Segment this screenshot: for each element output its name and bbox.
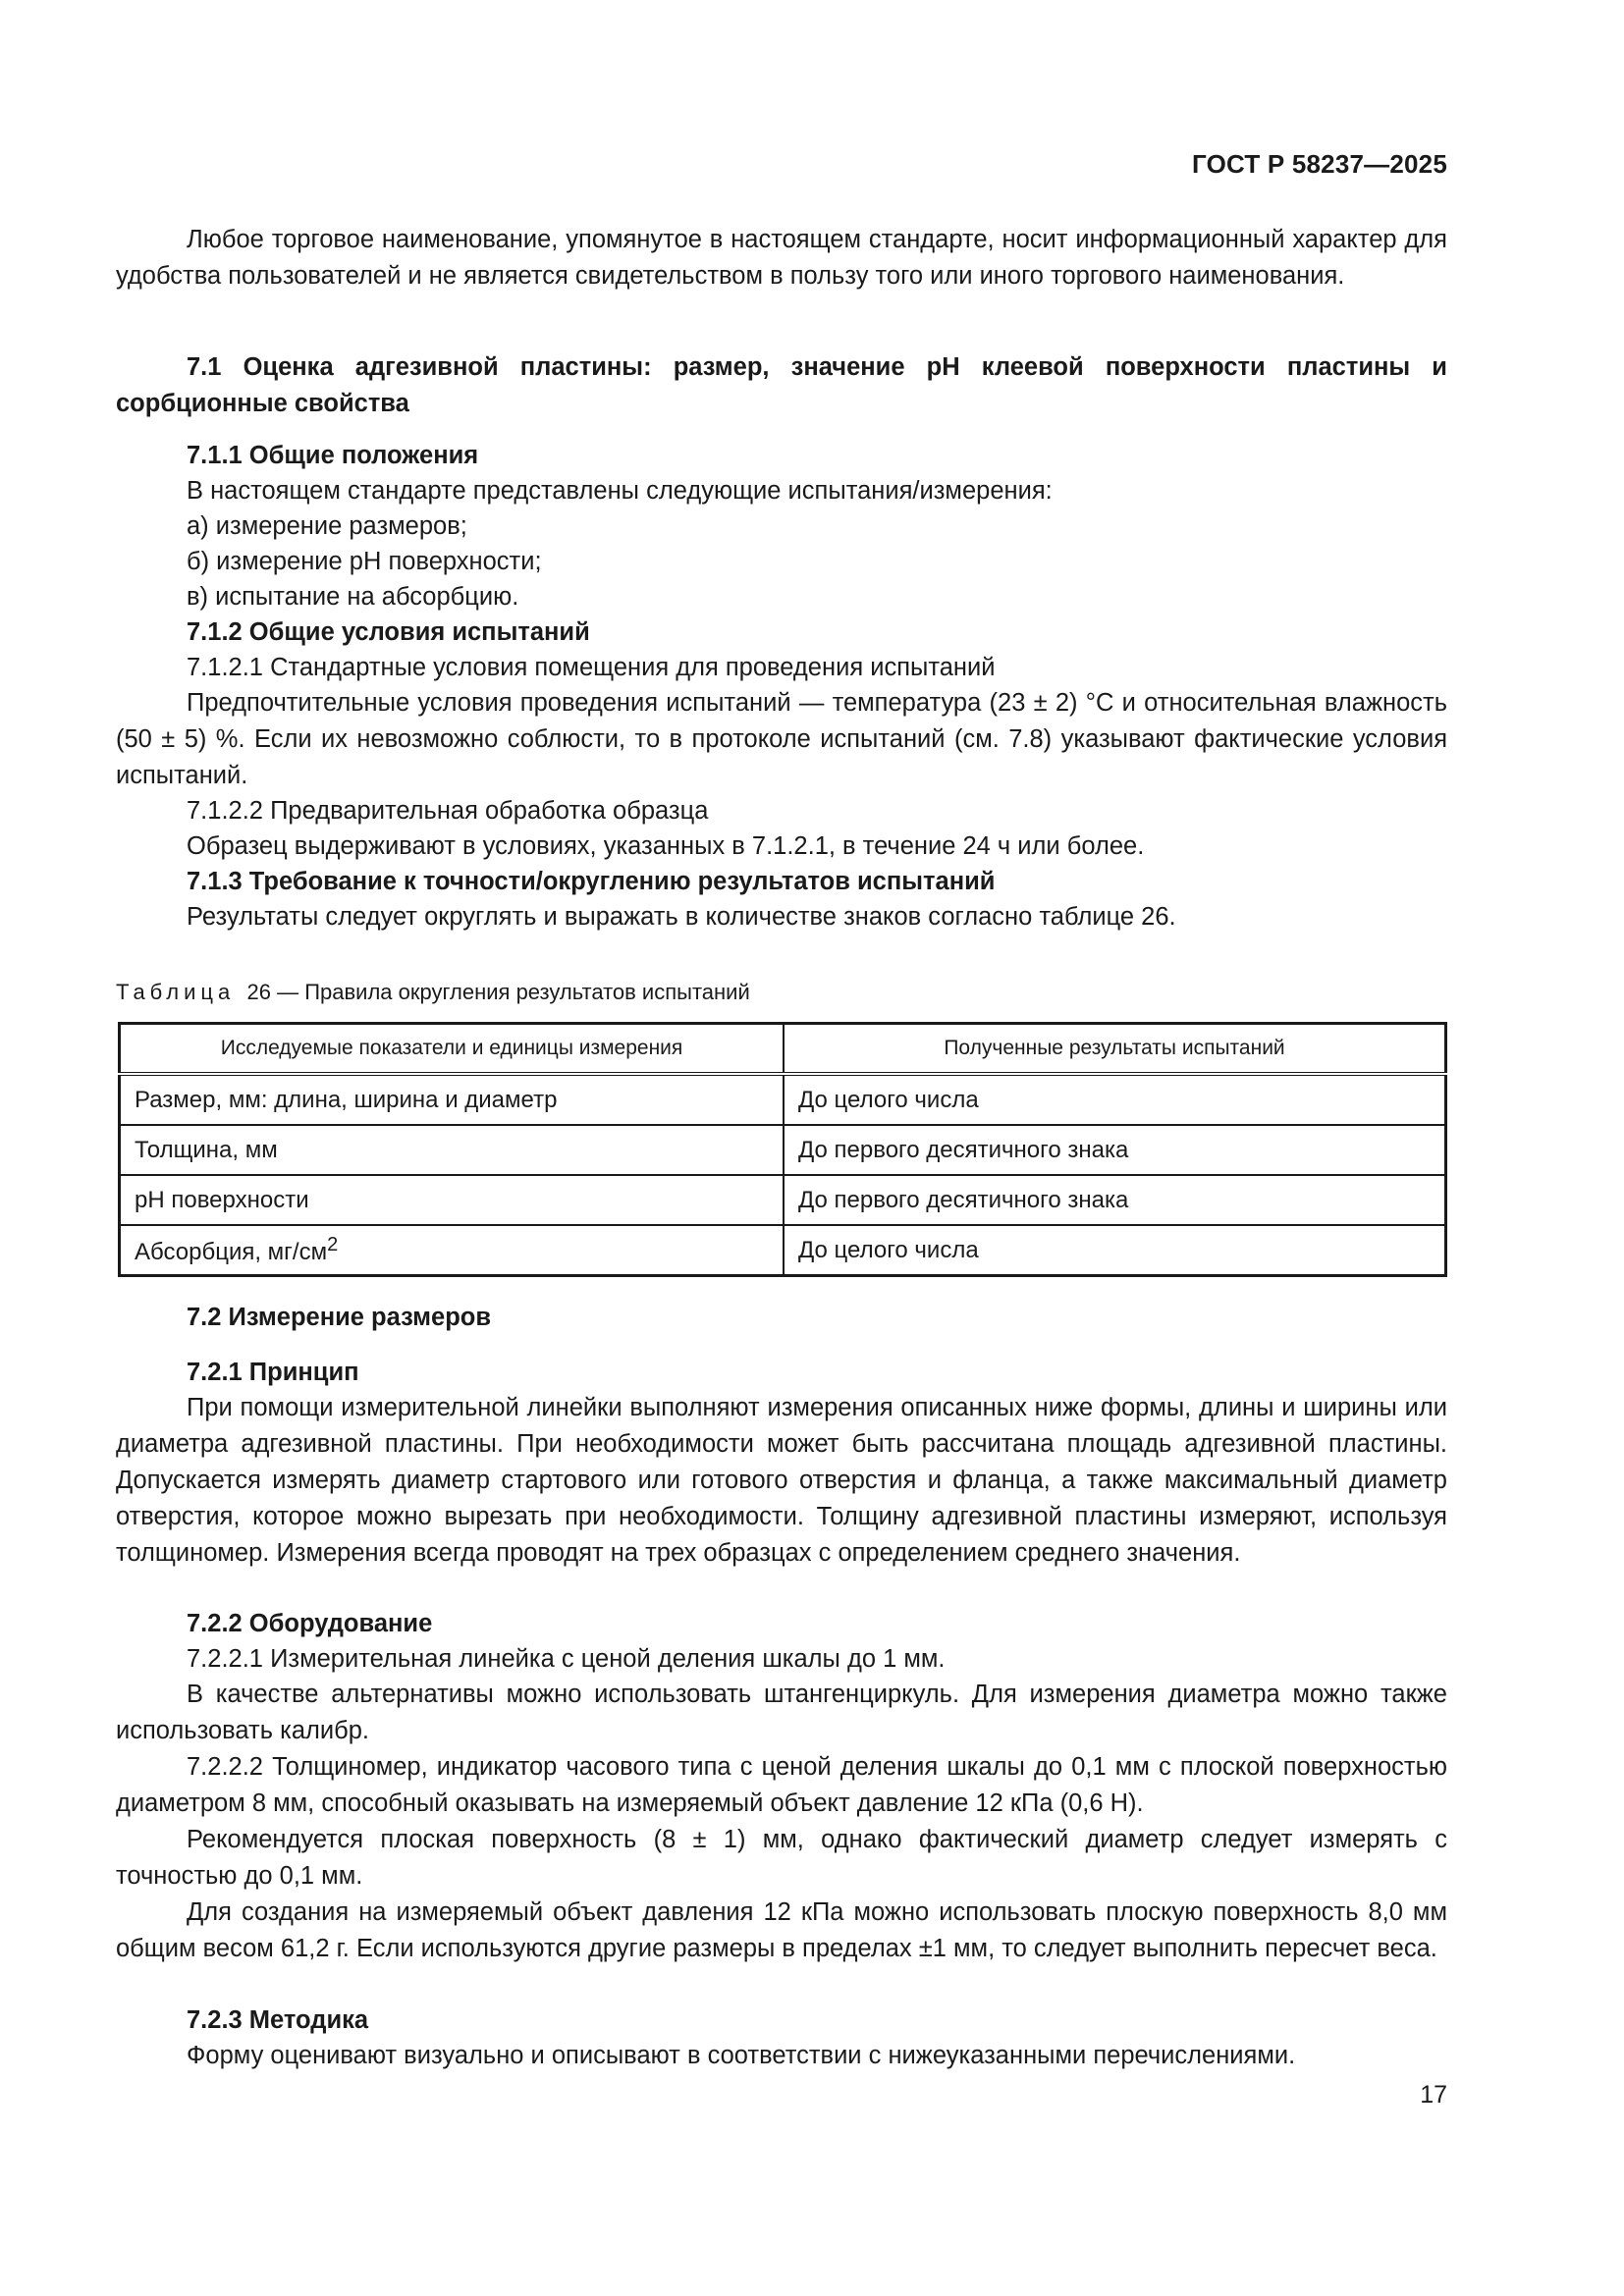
table-row <box>120 1125 1446 1175</box>
section-7-2-heading: 7.2 Измерение размеров <box>187 1304 492 1331</box>
table-cell: рН поверхности <box>120 1175 785 1225</box>
table-cell: До целого числа <box>784 1225 1446 1276</box>
superscript: 2 <box>327 1234 339 1255</box>
section-7-1-3-heading: 7.1.3 Требование к точности/округлению результатов испытаний <box>187 868 996 895</box>
table-row <box>120 1175 1446 1225</box>
section-7-2-2-heading: 7.2.2 Оборудование <box>187 1610 433 1637</box>
table-cell <box>120 1225 785 1276</box>
table-cell: Размер, мм: длина, ширина и диаметр <box>120 1074 785 1125</box>
section-7-1-2-1-heading: 7.1.2.1 Стандартные условия помещения для проведения испытаний <box>187 654 996 681</box>
table-caption-label: Таблица <box>116 980 236 1004</box>
page-number: 17 <box>1420 2081 1447 2109</box>
list-item: а) измерение размеров; <box>187 512 467 540</box>
list-item: в) испытание на абсорбцию. <box>187 583 519 611</box>
section-7-1-1-intro: В настоящем стандарте представлены следующие испытания/измерения: <box>187 477 1053 505</box>
table-cell: До первого десятичного знака <box>784 1125 1446 1175</box>
section-7-2-2-2-text: 7.2.2.2 Толщиномер, индикатор часового типа с ценой деления шкалы до 0,1 мм с плоской поверхностью диаметром 8 мм, способный оказывать на измеряемый объект давление 12 кПа (0,6 Н). <box>116 1753 1447 1817</box>
section-7-1-2-2-text: Образец выдерживают в условиях, указанных в 7.1.2.1, в течение 24 ч или более. <box>187 832 1145 860</box>
section-7-1-2-2-heading: 7.1.2.2 Предварительная обработка образца <box>187 797 709 825</box>
intro-paragraph: Любое торговое наименование, упомянутое в настоящем стандарте, носит информационный характер для удобства пользователей и не является свидетельством в пользу того или иного торгового наименования. <box>116 226 1447 290</box>
pressure-text: Для создания на измеряемый объект давления 12 кПа можно использовать плоскую поверхность 8,0 мм общим весом 61,2 г. Если используются другие размеры в пределах ±1 мм, то следует выполнить пересчет веса. <box>116 1898 1447 1962</box>
section-7-1-heading: 7.1 Оценка адгезивной пластины: размер, значение рН клеевой поверхности пластины и сорбционные свойства <box>116 353 1447 417</box>
table-cell: Толщина, мм <box>120 1125 785 1175</box>
section-7-1-1-heading: 7.1.1 Общие положения <box>187 442 479 469</box>
table-header-cell: Полученные результаты испытаний <box>784 1024 1446 1075</box>
document-id-header: ГОСТ Р 58237—2025 <box>1192 149 1447 179</box>
section-7-2-1-heading: 7.2.1 Принцип <box>187 1359 359 1386</box>
section-7-2-1-text: При помощи измерительной линейки выполняют измерения описанных ниже формы, длины и ширины или диаметра адгезивной пластины. При необходимости может быть рассчитана площадь адгезивной пластины. Допускается измерять диаметр стартового или готового отверстия и фланца, а также максимальный диаметр отверстия, которое можно вырезать при необходимости. Толщину адгезивной пластины измеряют, используя толщиномер. Измерения всегда проводят на трех образцах с определением среднего значения. <box>116 1394 1447 1567</box>
table-header-row <box>120 1024 1446 1075</box>
table-cell-text: Абсорбция, мг/см <box>135 1239 328 1265</box>
section-7-2-3-text: Форму оценивают визуально и описывают в соответствии с нижеуказанными перечислениями. <box>187 2042 1296 2069</box>
table-row <box>120 1225 1446 1276</box>
table-caption-title: 26 — Правила округления результатов испытаний <box>246 980 750 1004</box>
section-7-1-2-heading: 7.1.2 Общие условия испытаний <box>187 618 590 646</box>
rounding-rules-table <box>118 1022 1447 1277</box>
table-cell: До первого десятичного знака <box>784 1175 1446 1225</box>
section-7-1-2-1-text: Предпочтительные условия проведения испытаний — температура (23 ± 2) °С и относительная влажность (50 ± 5) %. Если их невозможно соблюсти, то в протоколе испытаний (см. 7.8) указывают фактические условия испытаний. <box>116 689 1447 789</box>
table-caption <box>116 978 750 1007</box>
alternative-text: В качестве альтернативы можно использовать штангенциркуль. Для измерения диаметра можно также использовать калибр. <box>116 1681 1447 1744</box>
table-row <box>120 1074 1446 1125</box>
list-item: б) измерение рН поверхности; <box>187 548 542 575</box>
table-header-cell: Исследуемые показатели и единицы измерения <box>120 1024 785 1075</box>
section-7-1-3-text: Результаты следует округлять и выражать в количестве знаков согласно таблице 26. <box>187 903 1176 931</box>
table-cell: До целого числа <box>784 1074 1446 1125</box>
section-7-2-2-1-text: 7.2.2.1 Измерительная линейка с ценой деления шкалы до 1 мм. <box>187 1645 946 1673</box>
recommendation-text: Рекомендуется плоская поверхность (8 ± 1) мм, однако фактический диаметр следует измерять с точностью до 0,1 мм. <box>116 1826 1447 1890</box>
section-7-2-3-heading: 7.2.3 Методика <box>187 2006 369 2034</box>
